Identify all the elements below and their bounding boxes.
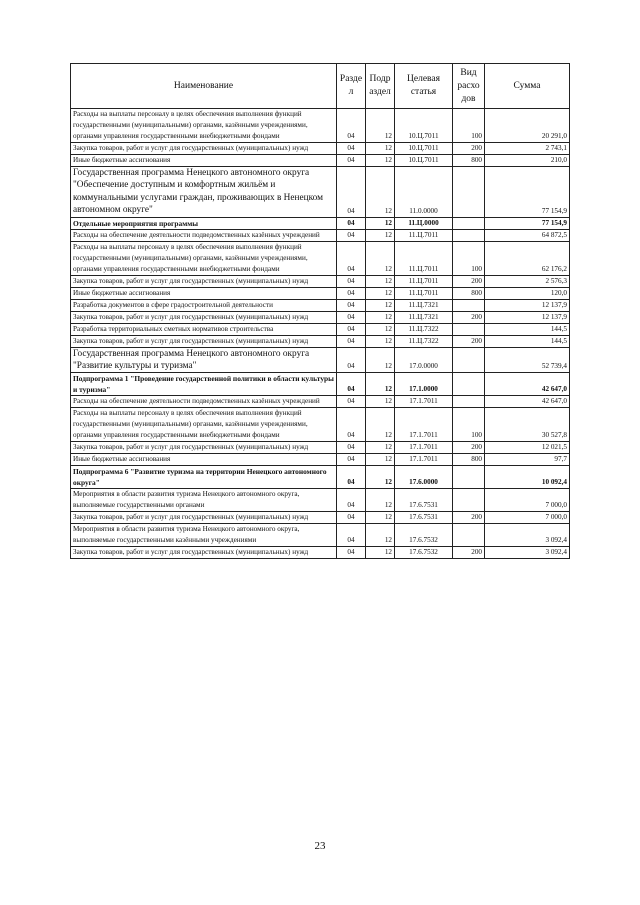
row-target-cell: 17.1.7011 xyxy=(395,396,453,408)
row-type-cell: 200 xyxy=(453,547,485,559)
row-section-cell: 04 xyxy=(337,217,366,229)
row-type-cell: 200 xyxy=(453,442,485,454)
row-section-cell: 04 xyxy=(337,229,366,241)
header-row xyxy=(71,64,570,109)
row-name-cell: Государственная программа Ненецкого автономного округа "Обеспечение доступным и комфортным жильём и коммунальными услугами граждан, проживающих в Ненецком автономном округе" xyxy=(71,167,337,218)
row-section-cell: 04 xyxy=(337,396,366,408)
row-subsection-cell: 12 xyxy=(366,275,395,287)
row-name-cell: Расходы на обеспечение деятельности подведомственных казённых учреждений xyxy=(71,396,337,408)
table-row xyxy=(71,442,570,454)
row-amount-cell: 144,5 xyxy=(485,335,570,347)
row-section-cell: 04 xyxy=(337,287,366,299)
row-name-cell: Подпрограмма 6 "Развитие туризма на территории Ненецкого автономного округа" xyxy=(71,466,337,489)
row-amount-cell: 42 647,0 xyxy=(485,373,570,396)
row-section-cell: 04 xyxy=(337,466,366,489)
row-subsection-cell: 12 xyxy=(366,524,395,547)
table-row xyxy=(71,323,570,335)
row-section-cell: 04 xyxy=(337,347,366,373)
row-subsection-cell: 12 xyxy=(366,347,395,373)
row-target-cell: 11.Ц.0000 xyxy=(395,217,453,229)
row-section-cell: 04 xyxy=(337,311,366,323)
row-amount-cell: 3 092,4 xyxy=(485,524,570,547)
row-amount-cell: 12 137,9 xyxy=(485,299,570,311)
row-target-cell: 17.6.0000 xyxy=(395,466,453,489)
table-row xyxy=(71,143,570,155)
table-row xyxy=(71,512,570,524)
row-type-cell xyxy=(453,167,485,218)
row-target-cell: 11.Ц.7322 xyxy=(395,323,453,335)
header-amount: Сумма xyxy=(485,64,570,109)
row-type-cell: 800 xyxy=(453,155,485,167)
row-subsection-cell: 12 xyxy=(366,217,395,229)
row-name-cell: Закупка товаров, работ и услуг для государственных (муниципальных) нужд xyxy=(71,143,337,155)
row-amount-cell: 12 137,9 xyxy=(485,311,570,323)
row-name-cell: Отдельные мероприятия программы xyxy=(71,217,337,229)
table-row xyxy=(71,335,570,347)
row-subsection-cell: 12 xyxy=(366,143,395,155)
table-row xyxy=(71,466,570,489)
header-section: Разде л xyxy=(337,64,366,109)
row-section-cell: 04 xyxy=(337,275,366,287)
row-subsection-cell: 12 xyxy=(366,167,395,218)
row-type-cell xyxy=(453,229,485,241)
row-type-cell: 100 xyxy=(453,408,485,442)
row-target-cell: 17.1.7011 xyxy=(395,442,453,454)
row-target-cell: 11.Ц.7011 xyxy=(395,287,453,299)
table-row xyxy=(71,155,570,167)
row-name-cell: Мероприятия в области развития туризма Ненецкого автономного округа, выполняемые государственными органами xyxy=(71,489,337,512)
row-type-cell: 200 xyxy=(453,512,485,524)
row-subsection-cell: 12 xyxy=(366,454,395,466)
row-subsection-cell: 12 xyxy=(366,512,395,524)
table-row xyxy=(71,524,570,547)
row-name-cell: Иные бюджетные ассигнования xyxy=(71,287,337,299)
row-subsection-cell: 12 xyxy=(366,547,395,559)
row-subsection-cell: 12 xyxy=(366,335,395,347)
row-target-cell: 17.6.7531 xyxy=(395,512,453,524)
table-row xyxy=(71,217,570,229)
row-name-cell: Мероприятия в области развития туризма Ненецкого автономного округа, выполняемые государственными казёнными учреждениями xyxy=(71,524,337,547)
row-type-cell xyxy=(453,396,485,408)
row-name-cell: Закупка товаров, работ и услуг для государственных (муниципальных) нужд xyxy=(71,547,337,559)
budget-table xyxy=(70,63,570,559)
table-row xyxy=(71,373,570,396)
row-amount-cell: 210,0 xyxy=(485,155,570,167)
row-name-cell: Расходы на выплаты персоналу в целях обеспечения выполнения функций государственными (муниципальными) органами, казёнными учреждениями, органами управления государственными внебюджетными фондами xyxy=(71,241,337,275)
row-target-cell: 17.6.7531 xyxy=(395,489,453,512)
row-name-cell: Разработка территориальных сметных нормативов строительства xyxy=(71,323,337,335)
row-type-cell: 100 xyxy=(453,109,485,143)
row-target-cell: 17.6.7532 xyxy=(395,547,453,559)
table-body xyxy=(71,109,570,559)
table-row xyxy=(71,167,570,218)
row-type-cell: 100 xyxy=(453,241,485,275)
table-row xyxy=(71,109,570,143)
row-amount-cell: 77 154,9 xyxy=(485,167,570,218)
row-section-cell: 04 xyxy=(337,524,366,547)
row-section-cell: 04 xyxy=(337,335,366,347)
row-target-cell: 10.Ц.7011 xyxy=(395,155,453,167)
header-target: Целевая статья xyxy=(395,64,453,109)
row-name-cell: Государственная программа Ненецкого автономного округа "Развитие культуры и туризма" xyxy=(71,347,337,373)
row-target-cell: 17.0.0000 xyxy=(395,347,453,373)
row-target-cell: 11.Ц.7321 xyxy=(395,311,453,323)
row-target-cell: 17.1.7011 xyxy=(395,408,453,442)
row-name-cell: Расходы на выплаты персоналу в целях обеспечения выполнения функций государственными (муниципальными) органами, казёнными учреждениями, органами управления государственными внебюджетными фондами xyxy=(71,109,337,143)
row-type-cell xyxy=(453,466,485,489)
row-subsection-cell: 12 xyxy=(366,466,395,489)
row-subsection-cell: 12 xyxy=(366,311,395,323)
row-name-cell: Расходы на обеспечение деятельности подведомственных казённых учреждений xyxy=(71,229,337,241)
table-row xyxy=(71,287,570,299)
row-name-cell: Разработка документов в сфере градостроительной деятельности xyxy=(71,299,337,311)
row-type-cell: 800 xyxy=(453,454,485,466)
table-row xyxy=(71,311,570,323)
row-section-cell: 04 xyxy=(337,167,366,218)
row-subsection-cell: 12 xyxy=(366,396,395,408)
row-type-cell: 200 xyxy=(453,275,485,287)
table-row xyxy=(71,241,570,275)
row-subsection-cell: 12 xyxy=(366,408,395,442)
row-section-cell: 04 xyxy=(337,512,366,524)
row-subsection-cell: 12 xyxy=(366,241,395,275)
row-target-cell: 11.Ц.7011 xyxy=(395,241,453,275)
row-type-cell: 800 xyxy=(453,287,485,299)
header-type: Вид расхо дов xyxy=(453,64,485,109)
row-name-cell: Закупка товаров, работ и услуг для государственных (муниципальных) нужд xyxy=(71,512,337,524)
row-section-cell: 04 xyxy=(337,373,366,396)
row-type-cell: 200 xyxy=(453,335,485,347)
row-target-cell: 17.1.7011 xyxy=(395,454,453,466)
row-section-cell: 04 xyxy=(337,143,366,155)
row-name-cell: Закупка товаров, работ и услуг для государственных (муниципальных) нужд xyxy=(71,335,337,347)
row-subsection-cell: 12 xyxy=(366,442,395,454)
row-section-cell: 04 xyxy=(337,299,366,311)
row-subsection-cell: 12 xyxy=(366,155,395,167)
row-target-cell: 11.Ц.7322 xyxy=(395,335,453,347)
row-target-cell: 17.1.0000 xyxy=(395,373,453,396)
row-amount-cell: 2 576,3 xyxy=(485,275,570,287)
row-name-cell: Закупка товаров, работ и услуг для государственных (муниципальных) нужд xyxy=(71,311,337,323)
row-target-cell: 11.Ц.7011 xyxy=(395,229,453,241)
row-target-cell: 11.0.0000 xyxy=(395,167,453,218)
row-name-cell: Закупка товаров, работ и услуг для государственных (муниципальных) нужд xyxy=(71,275,337,287)
table-row xyxy=(71,408,570,442)
row-amount-cell: 144,5 xyxy=(485,323,570,335)
row-amount-cell: 52 739,4 xyxy=(485,347,570,373)
row-type-cell xyxy=(453,489,485,512)
table-row xyxy=(71,454,570,466)
row-section-cell: 04 xyxy=(337,408,366,442)
row-type-cell xyxy=(453,347,485,373)
table-row xyxy=(71,396,570,408)
row-name-cell: Подпрограмма 1 "Проведение государственной политики в области культуры и туризма" xyxy=(71,373,337,396)
row-target-cell: 17.6.7532 xyxy=(395,524,453,547)
page-number: 23 xyxy=(314,840,326,852)
row-section-cell: 04 xyxy=(337,547,366,559)
table-row xyxy=(71,547,570,559)
row-section-cell: 04 xyxy=(337,442,366,454)
row-subsection-cell: 12 xyxy=(366,373,395,396)
header-subsection: Подр аздел xyxy=(366,64,395,109)
row-name-cell: Расходы на выплаты персоналу в целях обеспечения выполнения функций государственными (муниципальными) органами, казёнными учреждениями, органами управления государственными внебюджетными фондами xyxy=(71,408,337,442)
row-amount-cell: 97,7 xyxy=(485,454,570,466)
row-subsection-cell: 12 xyxy=(366,299,395,311)
row-amount-cell: 2 743,1 xyxy=(485,143,570,155)
row-amount-cell: 7 000,0 xyxy=(485,512,570,524)
row-name-cell: Иные бюджетные ассигнования xyxy=(71,155,337,167)
row-amount-cell: 10 092,4 xyxy=(485,466,570,489)
row-type-cell xyxy=(453,299,485,311)
row-target-cell: 10.Ц.7011 xyxy=(395,143,453,155)
row-amount-cell: 42 647,0 xyxy=(485,396,570,408)
row-subsection-cell: 12 xyxy=(366,287,395,299)
row-section-cell: 04 xyxy=(337,454,366,466)
row-amount-cell: 120,0 xyxy=(485,287,570,299)
row-name-cell: Иные бюджетные ассигнования xyxy=(71,454,337,466)
table-row xyxy=(71,275,570,287)
row-subsection-cell: 12 xyxy=(366,109,395,143)
row-subsection-cell: 12 xyxy=(366,489,395,512)
row-type-cell xyxy=(453,217,485,229)
row-amount-cell: 20 291,0 xyxy=(485,109,570,143)
table-row xyxy=(71,229,570,241)
table-row xyxy=(71,347,570,373)
row-amount-cell: 77 154,9 xyxy=(485,217,570,229)
row-section-cell: 04 xyxy=(337,241,366,275)
table-row xyxy=(71,489,570,512)
header-name: Наименование xyxy=(71,64,337,109)
row-type-cell xyxy=(453,373,485,396)
row-amount-cell: 3 092,4 xyxy=(485,547,570,559)
row-type-cell xyxy=(453,323,485,335)
row-target-cell: 11.Ц.7321 xyxy=(395,299,453,311)
row-subsection-cell: 12 xyxy=(366,323,395,335)
row-target-cell: 11.Ц.7011 xyxy=(395,275,453,287)
row-name-cell: Закупка товаров, работ и услуг для государственных (муниципальных) нужд xyxy=(71,442,337,454)
row-target-cell: 10.Ц.7011 xyxy=(395,109,453,143)
row-section-cell: 04 xyxy=(337,155,366,167)
row-section-cell: 04 xyxy=(337,489,366,512)
row-type-cell: 200 xyxy=(453,311,485,323)
row-amount-cell: 64 872,5 xyxy=(485,229,570,241)
row-section-cell: 04 xyxy=(337,323,366,335)
row-amount-cell: 12 021,5 xyxy=(485,442,570,454)
table-row xyxy=(71,299,570,311)
row-subsection-cell: 12 xyxy=(366,229,395,241)
row-amount-cell: 62 176,2 xyxy=(485,241,570,275)
row-amount-cell: 30 527,8 xyxy=(485,408,570,442)
row-section-cell: 04 xyxy=(337,109,366,143)
row-type-cell xyxy=(453,524,485,547)
row-type-cell: 200 xyxy=(453,143,485,155)
row-amount-cell: 7 000,0 xyxy=(485,489,570,512)
